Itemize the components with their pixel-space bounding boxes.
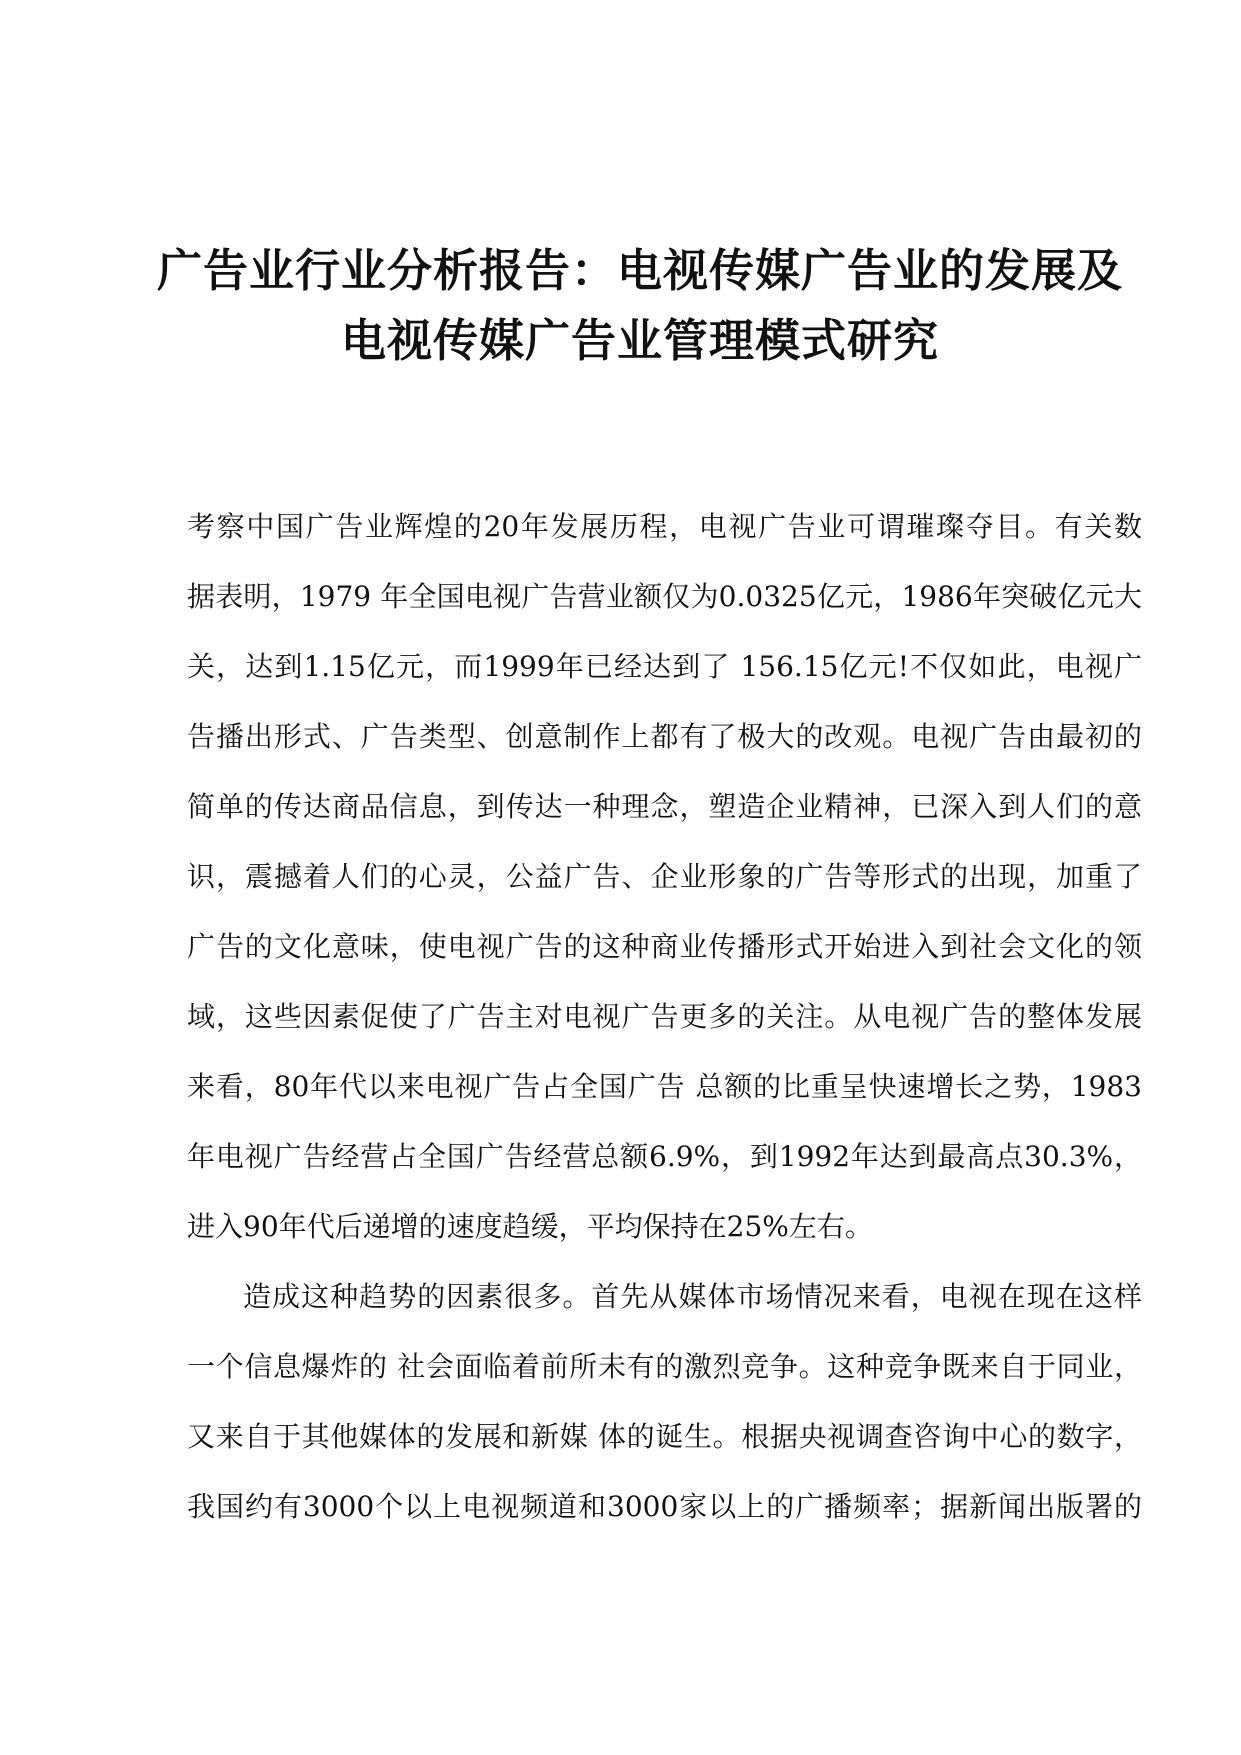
text-line: 年电视广告经营占全国广告经营总额6.9%，到1992年达到最高点30.3%， (187, 1140, 1142, 1173)
text-line: 识，震撼着人们的心灵，公益广告、企业形象的广告等形式的出现，加重了 (187, 860, 1142, 893)
text-line: 据表明，1979 年全国电视广告营业额仅为0.0325亿元，1986年突破亿元大 (187, 580, 1142, 613)
text-line: 一个信息爆炸的 社会面临着前所未有的激烈竞争。这种竞争既来自于同业， (187, 1350, 1142, 1383)
paragraph-1 (187, 492, 1142, 1262)
text-line: 来看，80年代以来电视广告占全国广告 总额的比重呈快速增长之势，1983 (187, 1070, 1142, 1103)
text-line: 简单的传达商品信息，到传达一种理念，塑造企业精神，已深入到人们的意 (187, 790, 1142, 823)
text-line: 又来自于其他媒体的发展和新媒 体的诞生。根据央视调查咨询中心的数字， (187, 1420, 1142, 1453)
text-line: 关，达到1.15亿元，而1999年已经达到了 156.15亿元!不仅如此，电视广 (187, 650, 1142, 683)
paragraph-2 (187, 1262, 1142, 1542)
text-line: 告播出形式、广告类型、创意制作上都有了极大的改观。电视广告由最初的 (187, 720, 1142, 753)
title-line: 广告业行业分析报告：电视传媒广告业的发展及 (156, 244, 1123, 297)
text-line: 考察中国广告业辉煌的20年发展历程，电视广告业可谓璀璨夺目。有关数 (187, 510, 1142, 543)
text-line: 进入90年代后递增的速度趋缓，平均保持在25%左右。 (187, 1210, 873, 1243)
document-body (187, 492, 1142, 1542)
text-line: 广告的文化意味，使电视广告的这种商业传播形式开始进入到社会文化的领 (187, 930, 1142, 963)
title-line: 电视传媒广告业管理模式研究 (340, 314, 939, 367)
text-line: 域，这些因素促使了广告主对电视广告更多的关注。从电视广告的整体发展 (187, 1000, 1142, 1033)
document-title (150, 236, 1130, 376)
text-line: 我国约有3000个以上电视频道和3000家以上的广播频率；据新闻出版署的 (187, 1490, 1142, 1523)
text-line: 造成这种趋势的因素很多。首先从媒体市场情况来看，电视在现在这样 (243, 1280, 1142, 1313)
